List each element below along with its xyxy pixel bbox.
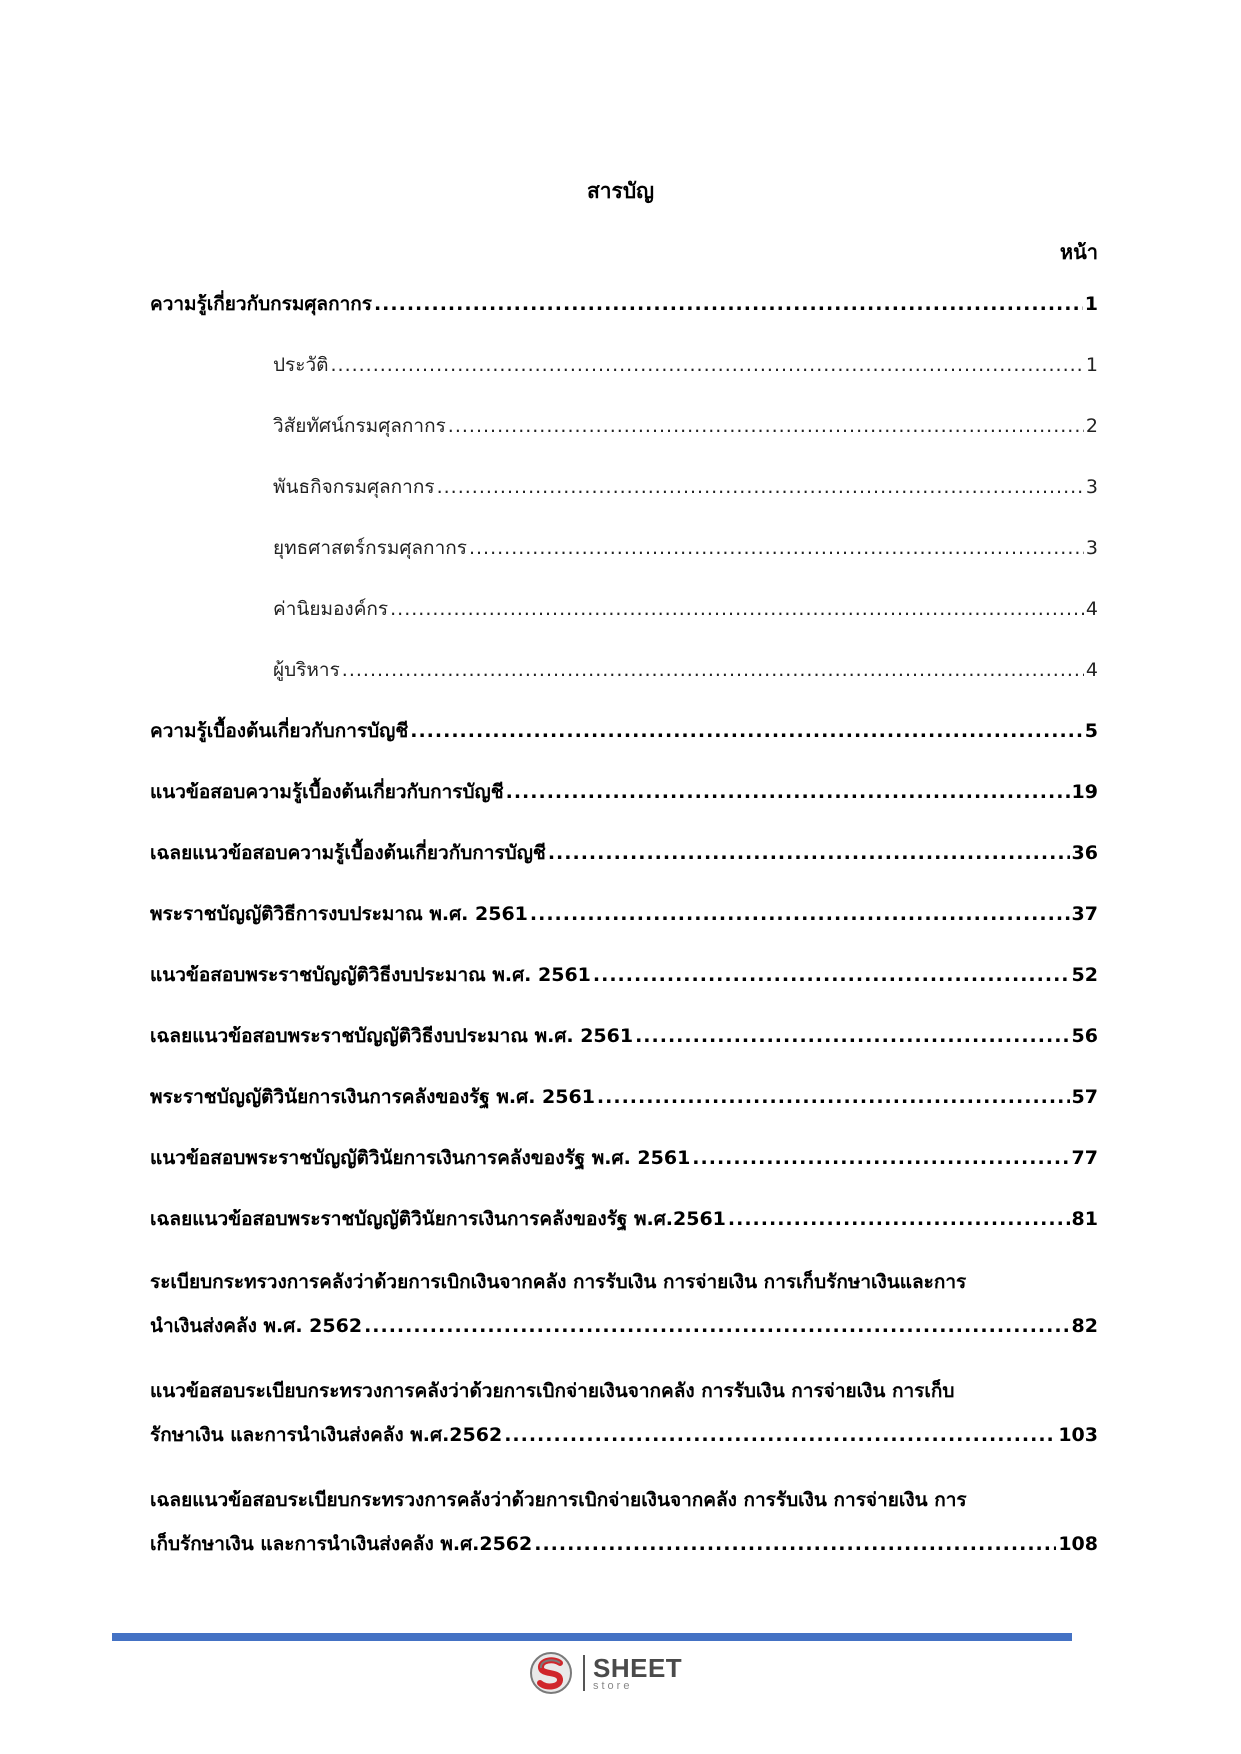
dot-leader (390, 589, 1084, 629)
dot-leader (635, 1016, 1069, 1056)
dot-leader (374, 284, 1083, 324)
table-of-contents (150, 284, 1098, 1587)
toc-entry[interactable] (150, 1016, 1098, 1077)
toc-entry-label-line1: แนวข้อสอบระเบียบกระทรวงการคลังว่าด้วยการเบิกจ่ายเงินจากคลัง การรับเงิน การจ่ายเงิน การเก็บ (150, 1380, 955, 1402)
dot-leader (469, 528, 1084, 568)
toc-entry-page: 19 (1071, 781, 1098, 803)
dot-leader (342, 650, 1084, 690)
toc-entry-label-line1: ระเบียบกระทรวงการคลังว่าด้วยการเบิกเงินจากคลัง การรับเงิน การจ่ายเงิน การเก็บรักษาเงินและการ (150, 1271, 967, 1293)
toc-entry-line2 (150, 1304, 1098, 1348)
logo-subword: store (593, 1679, 633, 1692)
toc-entry-page: 4 (1085, 659, 1098, 681)
dot-leader (530, 894, 1070, 934)
logo-divider (583, 1655, 585, 1691)
toc-subentry[interactable] (150, 345, 1098, 406)
toc-entry-page: 1 (1085, 354, 1098, 376)
toc-entry-label: ค่านิยมองค์กร (273, 598, 389, 620)
toc-entry-page: 5 (1084, 720, 1098, 742)
dot-leader (364, 1304, 1069, 1348)
toc-entry[interactable] (150, 833, 1098, 894)
toc-entry[interactable] (150, 1077, 1098, 1138)
toc-entry-page: 3 (1085, 537, 1098, 559)
toc-entry-label: วิสัยทัศน์กรมศุลกากร (273, 415, 446, 437)
toc-entry-label-line2: เก็บรักษาเงิน และการนำเงินส่งคลัง พ.ศ.2562 (150, 1533, 533, 1555)
toc-subentry[interactable] (150, 589, 1098, 650)
toc-subentry[interactable] (150, 650, 1098, 711)
toc-entry-page: 108 (1058, 1533, 1098, 1555)
toc-entry-page: 57 (1071, 1086, 1098, 1108)
toc-entry-label-line2: นำเงินส่งคลัง พ.ศ. 2562 (150, 1315, 363, 1337)
dot-leader (437, 467, 1084, 507)
toc-entry[interactable] (150, 1138, 1098, 1199)
logo-wordmark (593, 1652, 683, 1692)
toc-entry-page: 81 (1071, 1208, 1098, 1230)
toc-entry[interactable] (150, 894, 1098, 955)
toc-entry-label: ประวัติ (273, 354, 329, 376)
dot-leader (692, 1138, 1069, 1178)
toc-entry-label: แนวข้อสอบพระราชบัญญัติวินัยการเงินการคลังของรัฐ พ.ศ. 2561 (150, 1147, 691, 1169)
toc-entry-page: 2 (1085, 415, 1098, 437)
page-column-header: หน้า (1059, 240, 1098, 264)
dot-leader (330, 345, 1083, 385)
toc-entry[interactable] (150, 1478, 1098, 1566)
toc-entry[interactable] (150, 711, 1098, 772)
toc-entry-page: 103 (1058, 1424, 1098, 1446)
logo-word: SHEET (593, 1652, 683, 1683)
toc-entry-label: เฉลยแนวข้อสอบพระราชบัญญัติวินัยการเงินการคลังของรัฐ พ.ศ.2561 (150, 1208, 726, 1230)
toc-entry[interactable] (150, 1369, 1098, 1457)
toc-subentry[interactable] (150, 528, 1098, 589)
toc-entry-page: 1 (1084, 293, 1098, 315)
toc-entry-label: ยุทธศาสตร์กรมศุลกากร (273, 537, 467, 559)
toc-entry-label: เฉลยแนวข้อสอบความรู้เบื้องต้นเกี่ยวกับการบัญชี (150, 842, 546, 864)
toc-entry-label: พันธกิจกรมศุลกากร (273, 476, 435, 498)
footer-rule (112, 1633, 1072, 1641)
logo-s-icon (529, 1651, 573, 1695)
toc-entry-label: แนวข้อสอบความรู้เบื้องต้นเกี่ยวกับการบัญชี (150, 781, 504, 803)
sheet-store-logo (529, 1651, 682, 1695)
toc-entry-label: ผู้บริหาร (273, 659, 340, 681)
toc-entry-page: 82 (1071, 1315, 1098, 1337)
toc-entry-page: 52 (1071, 964, 1098, 986)
dot-leader (593, 955, 1070, 995)
dot-leader (410, 711, 1083, 751)
toc-entry-label: ความรู้เกี่ยวกับกรมศุลกากร (150, 293, 372, 315)
toc-title: สารบัญ (586, 179, 655, 203)
toc-entry[interactable] (150, 1260, 1098, 1348)
toc-subentry[interactable] (150, 467, 1098, 528)
toc-entry-label-line1: เฉลยแนวข้อสอบระเบียบกระทรวงการคลังว่าด้วยการเบิกจ่ายเงินจากคลัง การรับเงิน การจ่ายเงิน การ (150, 1489, 967, 1511)
dot-leader (548, 833, 1070, 873)
dot-leader (597, 1077, 1070, 1117)
toc-entry-label: ความรู้เบื้องต้นเกี่ยวกับการบัญชี (150, 720, 409, 742)
toc-entry-page: 3 (1085, 476, 1098, 498)
toc-entry-label: พระราชบัญญัติวินัยการเงินการคลังของรัฐ พ.ศ. 2561 (150, 1086, 595, 1108)
toc-entry-page: 4 (1085, 598, 1098, 620)
toc-entry-page: 77 (1071, 1147, 1098, 1169)
dot-leader (728, 1199, 1070, 1239)
toc-entry-page: 56 (1071, 1025, 1098, 1047)
toc-entry-page: 37 (1071, 903, 1098, 925)
toc-entry-label: แนวข้อสอบพระราชบัญญัติวิธีงบประมาณ พ.ศ. 2561 (150, 964, 591, 986)
toc-entry-line2 (150, 1522, 1098, 1566)
toc-entry[interactable] (150, 1199, 1098, 1260)
toc-entry-line2 (150, 1413, 1098, 1457)
toc-entry[interactable] (150, 955, 1098, 1016)
toc-entry[interactable] (150, 284, 1098, 345)
toc-entry[interactable] (150, 772, 1098, 833)
toc-entry-label: พระราชบัญญัติวิธีการงบประมาณ พ.ศ. 2561 (150, 903, 528, 925)
dot-leader (448, 406, 1084, 446)
dot-leader (506, 772, 1070, 812)
dot-leader (534, 1522, 1056, 1566)
toc-entry-label-line2: รักษาเงิน และการนำเงินส่งคลัง พ.ศ.2562 (150, 1424, 503, 1446)
dot-leader (504, 1413, 1056, 1457)
toc-entry-label: เฉลยแนวข้อสอบพระราชบัญญัติวิธีงบประมาณ พ.ศ. 2561 (150, 1025, 634, 1047)
toc-entry-page: 36 (1071, 842, 1098, 864)
toc-subentry[interactable] (150, 406, 1098, 467)
